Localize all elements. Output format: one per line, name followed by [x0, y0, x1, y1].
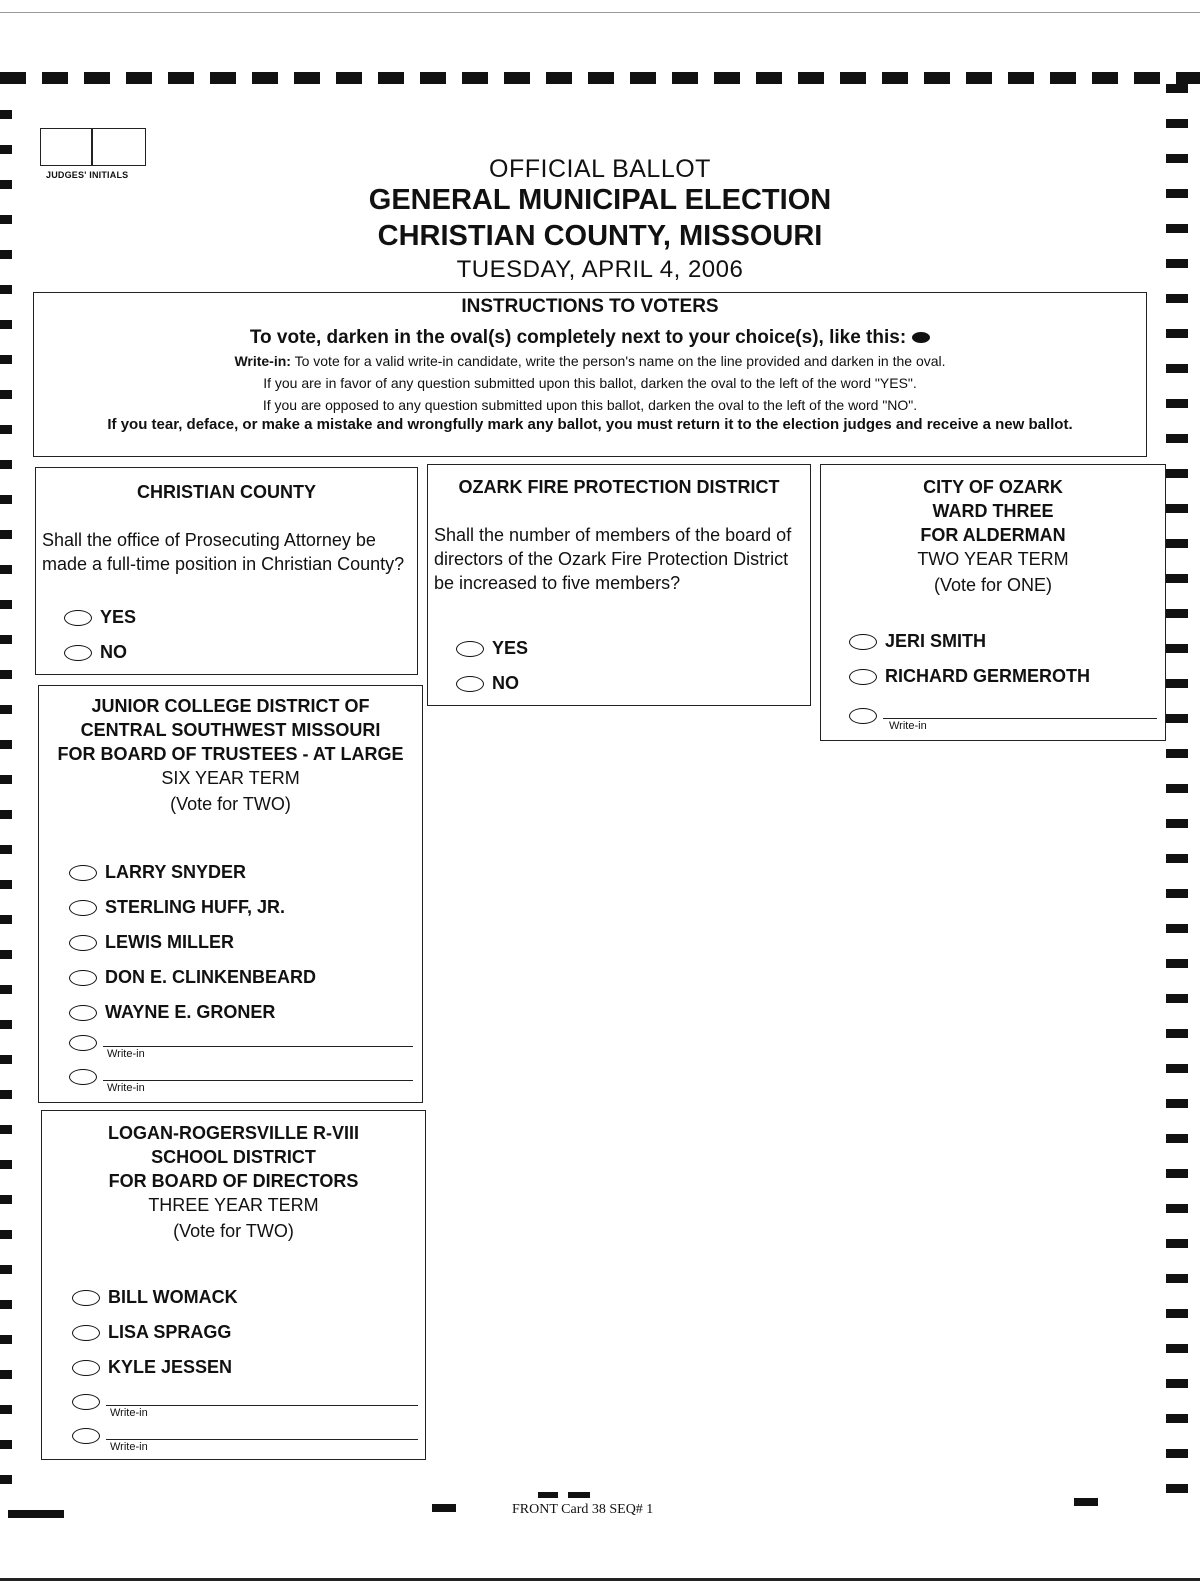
candidate-larry-snyder[interactable]: LARRY SNYDER [69, 862, 246, 883]
option-no[interactable]: NO [64, 642, 127, 663]
footer-mark [8, 1510, 64, 1518]
option-yes[interactable]: YES [456, 638, 528, 659]
oval-icon[interactable] [72, 1394, 100, 1410]
footer-mark [432, 1504, 456, 1512]
jurisdiction: CHRISTIAN COUNTY, MISSOURI [377, 220, 823, 252]
race-ozark-fire [427, 464, 811, 706]
instructions-yes: If you are in favor of any question submitted upon this ballot, darken the oval to the left of the word "YES". [263, 375, 917, 391]
race-term: SIX YEAR TERM [161, 768, 300, 788]
oval-icon[interactable] [456, 641, 484, 657]
writein-label-1: Write-in [107, 1048, 145, 1060]
question-text: Shall the number of members of the board of directors of the Ozark Fire Protection District be increased to five members? [434, 525, 792, 593]
candidate-kyle-jessen[interactable]: KYLE JESSEN [72, 1357, 232, 1378]
option-yes[interactable]: YES [64, 607, 136, 628]
race-city-ozark [820, 464, 1166, 741]
writein-option-1[interactable] [69, 1032, 105, 1053]
oval-icon[interactable] [849, 669, 877, 685]
writein-label-1: Write-in [110, 1407, 148, 1419]
oval-icon[interactable] [69, 935, 97, 951]
oval-icon[interactable] [72, 1290, 100, 1306]
oval-icon[interactable] [849, 634, 877, 650]
race-term: THREE YEAR TERM [148, 1195, 319, 1215]
race-heading-2: SCHOOL DISTRICT [151, 1147, 316, 1167]
oval-icon[interactable] [72, 1325, 100, 1341]
instructions-no: If you are opposed to any question submitted upon this ballot, darken the oval to the left of the word "NO". [262, 397, 918, 413]
writein-text: To vote for a valid write-in candidate, write the person's name on the line provided and darken in the oval. [294, 353, 946, 369]
writein-label-2: Write-in [107, 1082, 145, 1094]
oval-icon[interactable] [69, 865, 97, 881]
candidate-sterling-huff[interactable]: STERLING HUFF, JR. [69, 897, 285, 918]
writein-label-2: Write-in [110, 1441, 148, 1453]
candidate-lewis-miller[interactable]: LEWIS MILLER [69, 932, 234, 953]
footer-mark [538, 1492, 558, 1498]
race-vote-for: (Vote for ONE) [933, 575, 1053, 595]
writein-option[interactable] [849, 705, 885, 726]
oval-icon[interactable] [456, 676, 484, 692]
ballot-title: OFFICIAL BALLOT [489, 155, 711, 183]
candidate-jeri-smith[interactable]: JERI SMITH [849, 631, 986, 652]
instructions-writein [34, 353, 1146, 369]
candidate-wayne-groner[interactable]: WAYNE E. GRONER [69, 1002, 275, 1023]
election-date: TUESDAY, APRIL 4, 2006 [456, 256, 744, 283]
oval-icon[interactable] [69, 1035, 97, 1051]
footer-mark [1074, 1498, 1098, 1506]
oval-icon[interactable] [849, 708, 877, 724]
candidate-bill-womack[interactable]: BILL WOMACK [72, 1287, 238, 1308]
writein-label: Write-in: [234, 353, 291, 369]
race-heading-3: FOR BOARD OF TRUSTEES - AT LARGE [57, 744, 404, 764]
judges-initials-label: JUDGES' INITIALS [46, 170, 129, 180]
instructions-main-text: To vote, darken in the oval(s) completely next to your choice(s), like this: [249, 327, 907, 348]
writein-line-1[interactable] [106, 1405, 418, 1406]
writein-option-2[interactable] [72, 1425, 108, 1446]
oval-icon[interactable] [69, 1005, 97, 1021]
oval-icon[interactable] [72, 1428, 100, 1444]
card-sequence-label: FRONT Card 38 SEQ# 1 [512, 1502, 654, 1517]
candidate-don-clinkenbeard[interactable]: DON E. CLINKENBEARD [69, 967, 316, 988]
writein-line-2[interactable] [103, 1080, 413, 1081]
question-text: Shall the office of Prosecuting Attorney be made a full-time position in Christian County? [42, 530, 405, 574]
writein-line[interactable] [883, 718, 1157, 719]
race-heading: OZARK FIRE PROTECTION DISTRICT [458, 477, 780, 497]
race-heading-2: WARD THREE [932, 501, 1054, 521]
writein-label: Write-in [889, 720, 927, 732]
timing-marks-left [0, 110, 12, 1510]
race-logan-rogersville [41, 1110, 426, 1460]
oval-icon[interactable] [64, 610, 92, 626]
instructions-warning: If you tear, deface, or make a mistake and wrongfully mark any ballot, you must return it to the election judges and receive a new ballot. [107, 416, 1073, 433]
race-heading-2: CENTRAL SOUTHWEST MISSOURI [80, 720, 381, 740]
race-term: TWO YEAR TERM [917, 549, 1069, 569]
footer-mark [568, 1492, 590, 1498]
writein-line-1[interactable] [103, 1046, 413, 1047]
race-heading: CHRISTIAN COUNTY [137, 482, 316, 502]
candidate-richard-germeroth[interactable]: RICHARD GERMEROTH [849, 666, 1090, 687]
writein-option-2[interactable] [69, 1066, 105, 1087]
race-heading-1: LOGAN-ROGERSVILLE R-VIII [107, 1123, 359, 1143]
race-heading-1: CITY OF OZARK [923, 477, 1063, 497]
instructions-main [34, 327, 1146, 349]
bottom-edge-line [0, 1578, 1200, 1581]
oval-icon[interactable] [69, 900, 97, 916]
filled-oval-example-icon [912, 332, 930, 343]
race-heading-1: JUNIOR COLLEGE DISTRICT OF [91, 696, 370, 716]
top-edge-line [0, 12, 1200, 13]
oval-icon[interactable] [64, 645, 92, 661]
timing-marks-top [0, 72, 1200, 84]
candidate-lisa-spragg[interactable]: LISA SPRAGG [72, 1322, 231, 1343]
race-vote-for: (Vote for TWO) [170, 794, 291, 814]
writein-line-2[interactable] [106, 1439, 418, 1440]
race-heading-3: FOR BOARD OF DIRECTORS [108, 1171, 359, 1191]
oval-icon[interactable] [69, 970, 97, 986]
timing-marks-right [1166, 84, 1188, 1514]
oval-icon[interactable] [72, 1360, 100, 1376]
race-junior-college [38, 685, 423, 1103]
race-christian-county [35, 467, 418, 675]
option-no[interactable]: NO [456, 673, 519, 694]
writein-option-1[interactable] [72, 1391, 108, 1412]
instructions-box [33, 292, 1147, 457]
instructions-heading: INSTRUCTIONS TO VOTERS [461, 296, 719, 317]
race-vote-for: (Vote for TWO) [173, 1221, 294, 1241]
election-name: GENERAL MUNICIPAL ELECTION [368, 184, 832, 216]
oval-icon[interactable] [69, 1069, 97, 1085]
race-heading-3: FOR ALDERMAN [920, 525, 1066, 545]
